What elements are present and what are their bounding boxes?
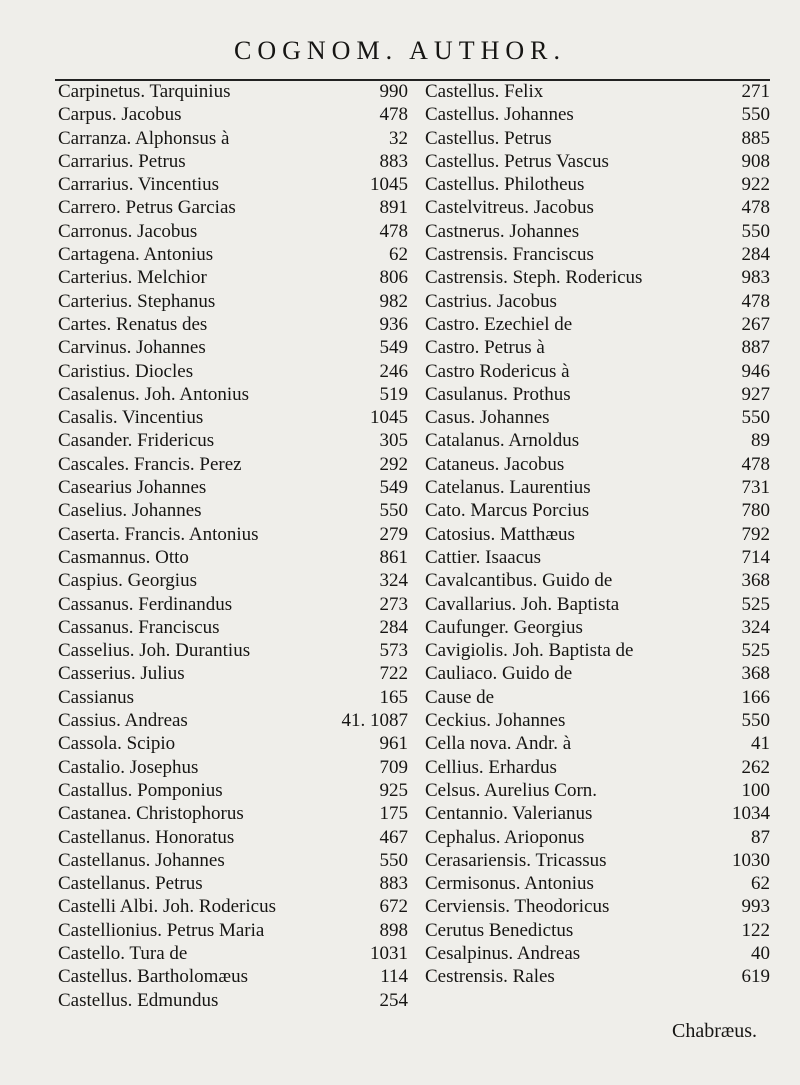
index-entry (58, 173, 408, 196)
author-name: Casulanus. Prothus (425, 383, 571, 405)
page-reference: 982 (379, 290, 408, 312)
page-reference: 549 (379, 337, 408, 359)
author-name: Castellus. Edmundus (58, 989, 219, 1011)
page-reference: 1031 (370, 942, 408, 964)
author-name: Castanea. Christophorus (58, 803, 244, 825)
page-reference: 114 (380, 966, 408, 988)
catchword: Chabræus. (672, 1020, 757, 1042)
index-entry (425, 756, 770, 779)
index-entry (58, 406, 408, 429)
author-name: Castelvitreus. Jacobus (425, 197, 594, 219)
page-reference: 478 (741, 453, 770, 475)
page-reference: 887 (741, 337, 770, 359)
author-name: Castrius. Jacobus (425, 290, 557, 312)
page-reference: 122 (741, 919, 770, 941)
author-name: Castellus. Johannes (425, 104, 574, 126)
index-entry (425, 942, 770, 965)
page-reference: 273 (379, 593, 408, 615)
page-reference: 1034 (732, 803, 770, 825)
author-name: Carranza. Alphonsus à (58, 127, 230, 149)
page-reference: 41 (751, 733, 770, 755)
author-name: Cauliaco. Guido de (425, 663, 573, 685)
author-name: Castalio. Josephus (58, 756, 199, 778)
index-entry (425, 709, 770, 732)
index-entry (58, 150, 408, 173)
index-entry (425, 802, 770, 825)
page-reference: 292 (379, 453, 408, 475)
index-entry (425, 360, 770, 383)
page-reference: 175 (379, 803, 408, 825)
page-reference: 324 (379, 570, 408, 592)
author-name: Castellionius. Petrus Maria (58, 919, 265, 941)
page-reference: 792 (741, 523, 770, 545)
author-name: Cattier. Isaacus (425, 546, 542, 568)
author-name: Caristius. Diocles (58, 360, 194, 382)
page-reference: 478 (379, 220, 408, 242)
author-name: Cella nova. Andr. à (425, 733, 572, 755)
index-entry (58, 779, 408, 802)
author-name: Casselius. Joh. Durantius (58, 640, 251, 662)
index-entry (425, 406, 770, 429)
page-reference: 925 (379, 779, 408, 801)
page-reference: 1045 (370, 174, 408, 196)
index-entry (425, 546, 770, 569)
index-entry (58, 732, 408, 755)
author-name: Caselius. Johannes (58, 500, 202, 522)
page-reference: 368 (741, 663, 770, 685)
author-name: Carvinus. Johannes (58, 337, 206, 359)
index-entry (58, 756, 408, 779)
page-reference: 32 (389, 127, 408, 149)
page-reference: 519 (379, 383, 408, 405)
author-name: Castro Rodericus à (425, 360, 570, 382)
index-entry (425, 686, 770, 709)
author-name: Cartes. Renatus des (58, 313, 208, 335)
page-reference: 368 (741, 570, 770, 592)
index-entry (58, 383, 408, 406)
page-reference: 1045 (370, 407, 408, 429)
author-name: Cataneus. Jacobus (425, 453, 565, 475)
page-reference: 478 (741, 197, 770, 219)
page-reference: 619 (741, 966, 770, 988)
index-entry (58, 569, 408, 592)
page-reference: 722 (379, 663, 408, 685)
author-name: Castellus. Felix (425, 81, 544, 102)
author-name: Cermisonus. Antonius (425, 873, 594, 895)
index-entry (425, 150, 770, 173)
author-name: Casalis. Vincentius (58, 407, 204, 429)
page-reference: 549 (379, 477, 408, 499)
author-name: Cesalpinus. Andreas (425, 942, 581, 964)
author-name: Ceckius. Johannes (425, 710, 566, 732)
author-name: Carterius. Stephanus (58, 290, 216, 312)
index-entry (425, 732, 770, 755)
index-entry (425, 336, 770, 359)
author-name: Carrarius. Vincentius (58, 174, 220, 196)
index-entry (58, 499, 408, 522)
page-reference: 550 (741, 407, 770, 429)
index-entry (425, 196, 770, 219)
index-entry (58, 872, 408, 895)
index-entry (425, 826, 770, 849)
page-header: COGNOM. AUTHOR. (234, 36, 566, 65)
author-name: Castrensis. Franciscus (425, 244, 594, 266)
author-name: Cassianus (58, 686, 134, 708)
author-name: Cerutus Benedictus (425, 919, 574, 941)
author-name: Casander. Fridericus (58, 430, 215, 452)
page-reference: 891 (379, 197, 408, 219)
index-entry (58, 127, 408, 150)
index-entry (425, 266, 770, 289)
page-reference: 885 (741, 127, 770, 149)
page-reference: 908 (741, 150, 770, 172)
author-name: Cerasariensis. Tricassus (425, 849, 607, 871)
page-reference: 550 (379, 849, 408, 871)
page-reference: 271 (741, 81, 770, 102)
index-entry (425, 569, 770, 592)
author-name: Caspius. Georgius (58, 570, 197, 592)
page-reference: 990 (379, 81, 408, 102)
page-reference: 550 (379, 500, 408, 522)
page-reference: 550 (741, 220, 770, 242)
index-entry (58, 965, 408, 988)
author-name: Carronus. Jacobus (58, 220, 198, 242)
page-reference: 861 (379, 546, 408, 568)
author-name: Celsus. Aurelius Corn. (425, 779, 598, 801)
page-reference: 1030 (732, 849, 770, 871)
author-name: Cause de (425, 686, 495, 708)
author-name: Casserius. Julius (58, 663, 185, 685)
index-entry (425, 243, 770, 266)
index-entry (58, 453, 408, 476)
index-entry (58, 593, 408, 616)
page-reference: 324 (741, 616, 770, 638)
index-entry (58, 80, 408, 103)
page-reference: 714 (741, 546, 770, 568)
page-reference: 62 (751, 873, 770, 895)
index-entry (425, 80, 770, 103)
author-name: Castnerus. Johannes (425, 220, 580, 242)
page-reference: 305 (379, 430, 408, 452)
page-reference: 883 (379, 873, 408, 895)
author-name: Castrensis. Steph. Rodericus (425, 267, 643, 289)
page-reference: 550 (741, 104, 770, 126)
index-entry (58, 243, 408, 266)
author-name: Carpus. Jacobus (58, 104, 182, 126)
author-name: Cellius. Erhardus (425, 756, 557, 778)
author-name: Catalanus. Arnoldus (425, 430, 580, 452)
page-reference: 983 (741, 267, 770, 289)
index-entry (58, 523, 408, 546)
left-index-column (58, 80, 408, 1012)
author-name: Cassola. Scipio (58, 733, 176, 755)
page-reference: 731 (741, 477, 770, 499)
page-reference: 87 (751, 826, 770, 848)
index-entry (58, 360, 408, 383)
page-reference: 100 (741, 779, 770, 801)
page-reference: 478 (741, 290, 770, 312)
author-name: Casus. Johannes (425, 407, 550, 429)
author-name: Casalenus. Joh. Antonius (58, 383, 250, 405)
index-entry (58, 196, 408, 219)
index-entry (425, 220, 770, 243)
author-name: Castellanus. Petrus (58, 873, 203, 895)
author-name: Cato. Marcus Porcius (425, 500, 590, 522)
page-reference: 806 (379, 267, 408, 289)
page-reference: 284 (379, 616, 408, 638)
index-entry (58, 313, 408, 336)
author-name: Cephalus. Arioponus (425, 826, 585, 848)
index-entry (425, 173, 770, 196)
page-reference: 246 (379, 360, 408, 382)
index-entry (425, 499, 770, 522)
page-reference: 525 (741, 640, 770, 662)
index-entry (58, 895, 408, 918)
author-name: Cavigiolis. Joh. Baptista de (425, 640, 634, 662)
page-reference: 279 (379, 523, 408, 545)
index-entry (58, 220, 408, 243)
author-name: Castro. Ezechiel de (425, 313, 573, 335)
index-entry (58, 336, 408, 359)
author-name: Cavallarius. Joh. Baptista (425, 593, 620, 615)
page-reference: 525 (741, 593, 770, 615)
page-reference: 165 (379, 686, 408, 708)
index-entry (425, 383, 770, 406)
page-reference: 40 (751, 942, 770, 964)
page-reference: 467 (379, 826, 408, 848)
index-entry (425, 103, 770, 126)
author-name: Cassanus. Ferdinandus (58, 593, 233, 615)
author-name: Castellus. Petrus Vascus (425, 150, 609, 172)
author-name: Cassius. Andreas (58, 710, 188, 732)
author-name: Castellus. Petrus (425, 127, 552, 149)
author-name: Catosius. Matthæus (425, 523, 575, 545)
author-name: Castellanus. Johannes (58, 849, 225, 871)
page-reference: 267 (741, 313, 770, 335)
author-name: Carterius. Melchior (58, 267, 207, 289)
page-reference: 254 (379, 989, 408, 1011)
index-entry (58, 103, 408, 126)
page-reference: 672 (379, 896, 408, 918)
index-entry (425, 429, 770, 452)
page-reference: 946 (741, 360, 770, 382)
index-entry (425, 127, 770, 150)
index-entry (425, 476, 770, 499)
index-entry (425, 779, 770, 802)
index-entry (58, 639, 408, 662)
index-entry (425, 965, 770, 988)
page-reference: 41. 1087 (341, 710, 408, 732)
author-name: Castallus. Pomponius (58, 779, 223, 801)
index-entry (58, 662, 408, 685)
index-entry (58, 826, 408, 849)
index-entry (425, 616, 770, 639)
index-entry (58, 476, 408, 499)
page-reference: 922 (741, 174, 770, 196)
author-name: Cestrensis. Rales (425, 966, 555, 988)
index-entry (425, 453, 770, 476)
author-name: Casmannus. Otto (58, 546, 189, 568)
page-reference: 478 (379, 104, 408, 126)
index-entry (58, 802, 408, 825)
author-name: Centannio. Valerianus (425, 803, 593, 825)
index-entry (58, 849, 408, 872)
author-name: Cassanus. Franciscus (58, 616, 220, 638)
author-name: Carrero. Petrus Garcias (58, 197, 236, 219)
index-entry (425, 662, 770, 685)
index-entry (58, 266, 408, 289)
author-name: Castello. Tura de (58, 942, 188, 964)
index-entry (425, 919, 770, 942)
page-reference: 961 (379, 733, 408, 755)
author-name: Cartagena. Antonius (58, 244, 214, 266)
index-entry (58, 919, 408, 942)
author-name: Castro. Petrus à (425, 337, 545, 359)
index-entry (425, 849, 770, 872)
author-name: Castellus. Philotheus (425, 174, 585, 196)
right-index-column (425, 80, 770, 989)
index-entry (58, 546, 408, 569)
index-entry (425, 313, 770, 336)
page-reference: 936 (379, 313, 408, 335)
page-reference: 62 (389, 244, 408, 266)
author-name: Cascales. Francis. Perez (58, 453, 242, 475)
index-entry (58, 290, 408, 313)
index-entry (58, 616, 408, 639)
index-entry (425, 895, 770, 918)
index-entry (425, 639, 770, 662)
author-name: Caufunger. Georgius (425, 616, 583, 638)
author-name: Castelli Albi. Joh. Rodericus (58, 896, 276, 918)
author-name: Carpinetus. Tarquinius (58, 81, 231, 102)
index-entry (425, 523, 770, 546)
author-name: Cavalcantibus. Guido de (425, 570, 613, 592)
index-entry (58, 709, 408, 732)
author-name: Cerviensis. Theodoricus (425, 896, 610, 918)
page-reference: 993 (741, 896, 770, 918)
page-reference: 780 (741, 500, 770, 522)
index-entry (58, 686, 408, 709)
page-reference: 262 (741, 756, 770, 778)
author-name: Castellanus. Honoratus (58, 826, 235, 848)
index-entry (58, 429, 408, 452)
author-name: Catelanus. Laurentius (425, 477, 591, 499)
page-reference: 284 (741, 244, 770, 266)
author-name: Castellus. Bartholomæus (58, 966, 248, 988)
author-name: Carrarius. Petrus (58, 150, 186, 172)
page-reference: 89 (751, 430, 770, 452)
index-entry (58, 942, 408, 965)
author-name: Casearius Johannes (58, 477, 207, 499)
page-reference: 883 (379, 150, 408, 172)
author-name: Caserta. Francis. Antonius (58, 523, 259, 545)
page-reference: 166 (741, 686, 770, 708)
page-reference: 927 (741, 383, 770, 405)
page-reference: 898 (379, 919, 408, 941)
index-entry (425, 872, 770, 895)
page-reference: 573 (379, 640, 408, 662)
page-reference: 709 (379, 756, 408, 778)
page-reference: 550 (741, 710, 770, 732)
index-entry (425, 593, 770, 616)
index-entry (425, 290, 770, 313)
index-entry (58, 989, 408, 1012)
